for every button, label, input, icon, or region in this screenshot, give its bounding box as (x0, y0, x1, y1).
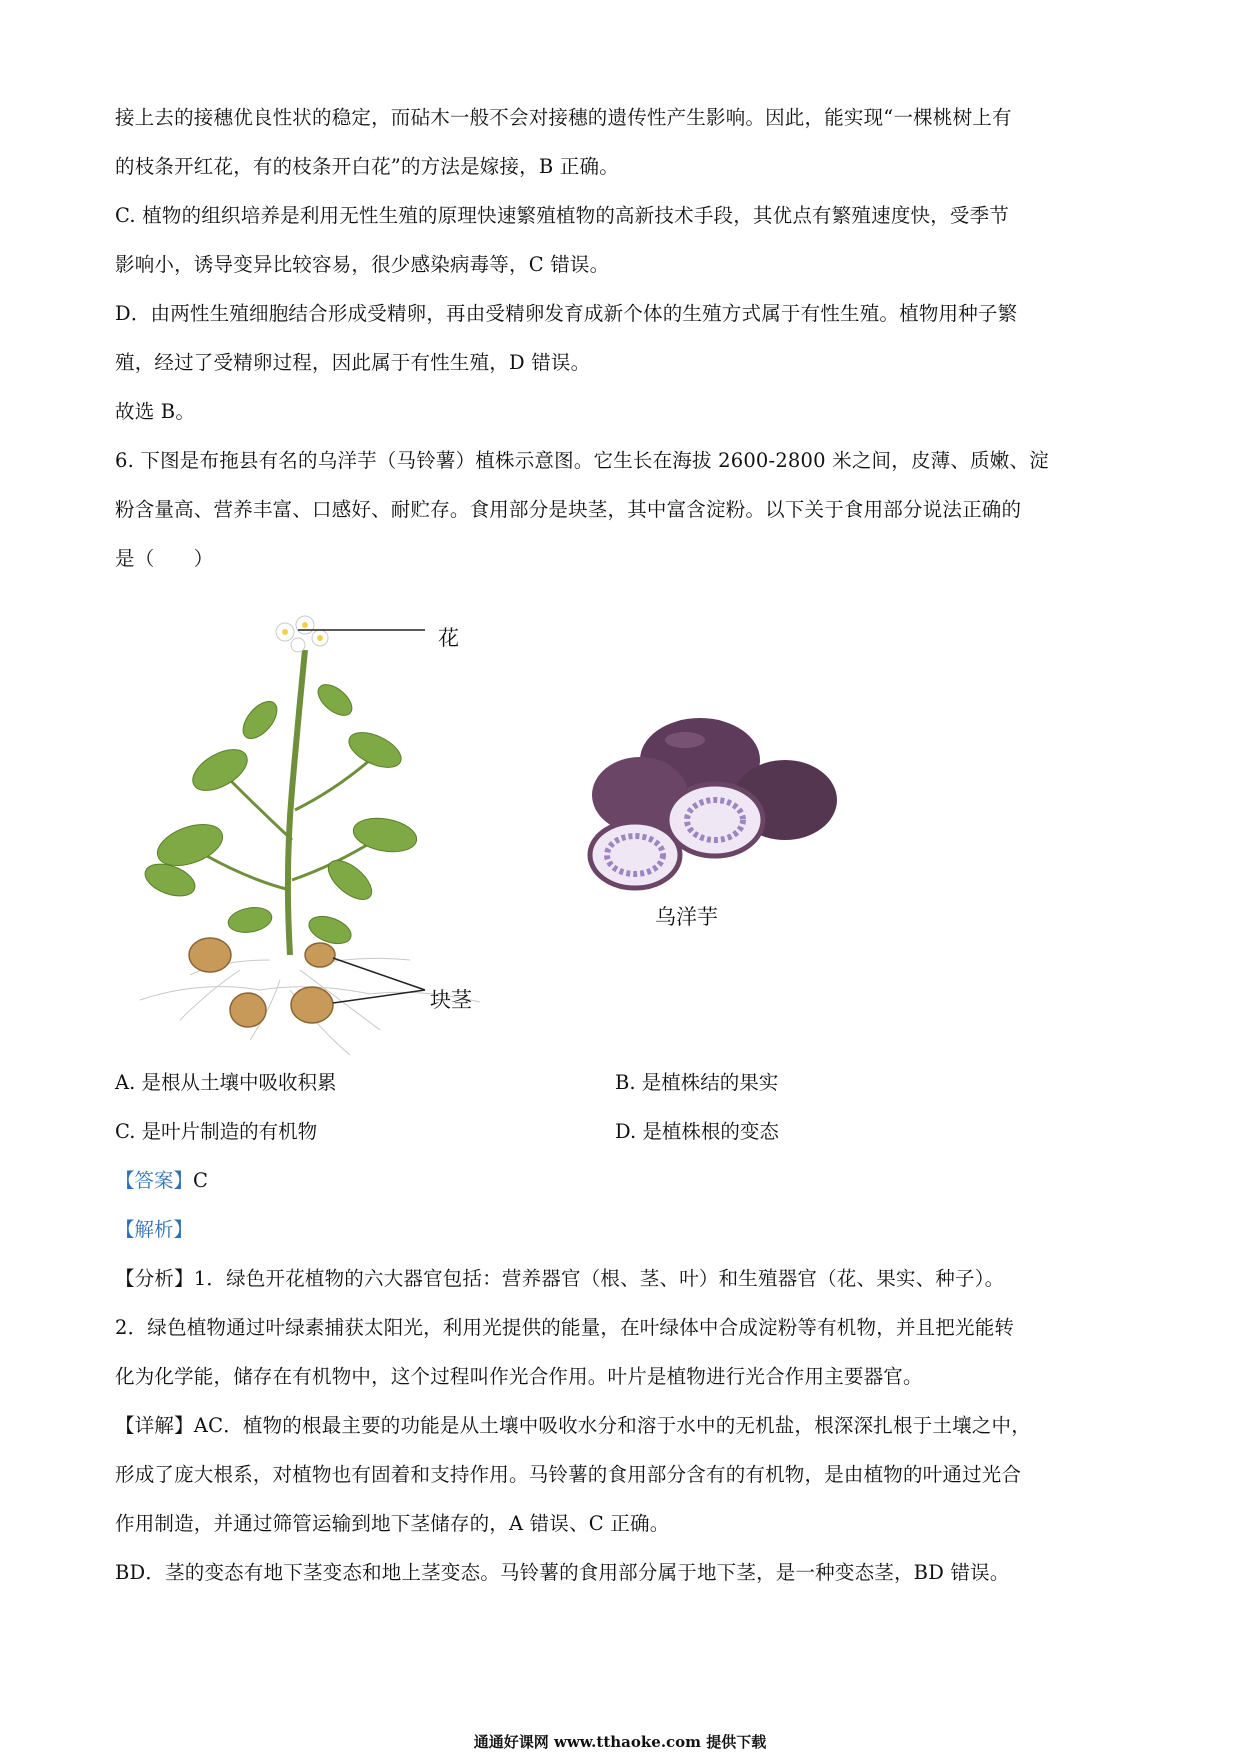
analysis-line-6: 作用制造，并通过筛管运输到地下茎储存的，A 错误、C 正确。 (115, 1512, 670, 1535)
figure-labels (420, 610, 540, 1030)
analysis-line-1: 【分析】1．绿色开花植物的六大器官包括：营养器官（根、茎、叶）和生殖器官（花、果实、种子）。 (115, 1267, 1005, 1290)
answer-line (115, 1169, 208, 1193)
option-d: D. 是植株根的变态 (615, 1120, 779, 1143)
answer-value: C (193, 1169, 208, 1192)
text-line-5: D．由两性生殖细胞结合形成受精卵，再由受精卵发育成新个体的生殖方式属于有性生殖。植物用种子繁 (115, 302, 1018, 325)
text-line-1: 接上去的接穗优良性状的稳定，而砧木一般不会对接穗的遗传性产生影响。因此，能实现“一棵桃树上有 (115, 106, 1012, 129)
question-6-line-3: 是（ ） (115, 547, 214, 570)
potato-caption: 乌洋芋 (655, 905, 718, 929)
text-line-6: 殖，经过了受精卵过程，因此属于有性生殖，D 错误。 (115, 351, 591, 374)
tuber-label: 块茎 (430, 988, 472, 1012)
flower-label: 花 (438, 626, 459, 650)
text-line-2: 的枝条开红花，有的枝条开白花”的方法是嫁接，B 正确。 (115, 155, 619, 178)
question-6-line-1: 6. 下图是布拖县有名的乌洋芋（马铃薯）植株示意图。它生长在海拔 2600-2800 米之间，皮薄、质嫩、淀 (115, 449, 1049, 472)
text-line-4: 影响小，诱导变异比较容易，很少感染病毒等，C 错误。 (115, 253, 610, 276)
purple-potato-image (585, 715, 845, 895)
analysis-line-2: 2．绿色植物通过叶绿素捕获太阳光，利用光提供的能量，在叶绿体中合成淀粉等有机物，并且把光能转 (115, 1316, 1015, 1339)
page-footer: 通通好课网 www.tthaoke.com 提供下载 (473, 1733, 767, 1751)
analysis-line-3: 化为化学能，储存在有机物中，这个过程叫作光合作用。叶片是植物进行光合作用主要器官。 (115, 1365, 923, 1388)
analysis-line-7: BD．茎的变态有地下茎变态和地上茎变态。马铃薯的食用部分属于地下茎，是一种变态茎，BD 错误。 (115, 1561, 1010, 1584)
option-c: C. 是叶片制造的有机物 (115, 1120, 318, 1143)
option-a: A. 是根从土壤中吸收积累 (115, 1071, 337, 1094)
analysis-line-4: 【详解】AC．植物的根最主要的功能是从土壤中吸收水分和溶于水中的无机盐，根深深扎根于土壤之中， (115, 1414, 1031, 1437)
analysis-line-5: 形成了庞大根系，对植物也有固着和支持作用。马铃薯的食用部分含有的有机物，是由植物的叶通过光合 (115, 1463, 1022, 1486)
text-line-7: 故选 B。 (115, 400, 196, 423)
question-6-line-2: 粉含量高、营养丰富、口感好、耐贮存。食用部分是块茎，其中富含淀粉。以下关于食用部分说法正确的 (115, 498, 1022, 521)
option-b: B. 是植株结的果实 (615, 1071, 779, 1094)
answer-tag: 【答案】 (115, 1169, 194, 1192)
analysis-tag: 【解析】 (115, 1218, 194, 1241)
text-line-3: C. 植物的组织培养是利用无性生殖的原理快速繁殖植物的高新技术手段，其优点有繁殖速度快，受季节 (115, 204, 1010, 227)
